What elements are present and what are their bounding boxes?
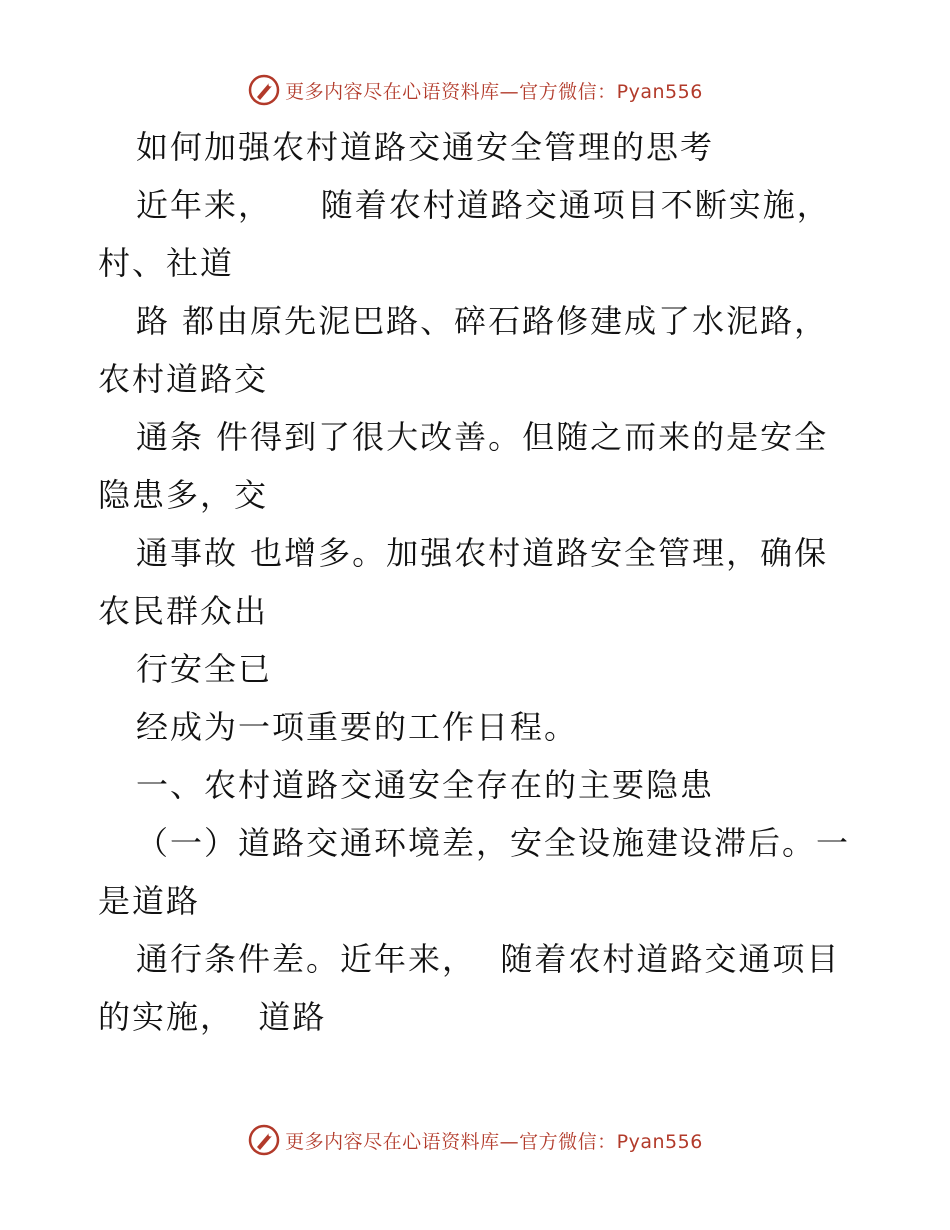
subsection-heading: （一）道路交通环境差，安全设施建设滞后。一 [136,824,851,862]
paragraph-line: 近年来， 随着农村道路交通项目不断实施， [136,186,831,224]
footer-banner [0,1120,950,1160]
paragraph-line: 隐患多，交 [98,476,269,514]
paragraph-line: 行安全已 [136,650,273,688]
paragraph-line: 是道路 [98,882,201,920]
paragraph-line: 村、社道 [98,244,235,282]
footer-banner-text: 更多内容尽在心语资料库—官方微信：Pyan556 [285,1130,703,1153]
paragraph-line: 通行条件差。近年来， 随着农村道路交通项目 [136,940,841,978]
paragraph-line: 农民群众出 [98,592,269,630]
pen-nib-logo-icon [247,1123,281,1157]
pen-nib-logo-icon [247,73,281,107]
paragraph-line: 的实施， 道路 [98,998,327,1036]
paragraph-line: 农村道路交 [98,360,269,398]
paragraph-line: 路 都由原先泥巴路、碎石路修建成了水泥路， [136,302,829,340]
document-title: 如何加强农村道路交通安全管理的思考 [136,128,715,166]
paragraph-line: 经成为一项重要的工作日程。 [136,708,579,746]
section-heading: 一、农村道路交通安全存在的主要隐患 [136,766,715,804]
header-banner [0,70,950,110]
paragraph-line: 通事故 也增多。加强农村道路安全管理，确保 [136,534,829,572]
header-banner-text: 更多内容尽在心语资料库—官方微信：Pyan556 [285,80,703,103]
paragraph-line: 通条 件得到了很大改善。但随之而来的是安全 [136,418,829,456]
